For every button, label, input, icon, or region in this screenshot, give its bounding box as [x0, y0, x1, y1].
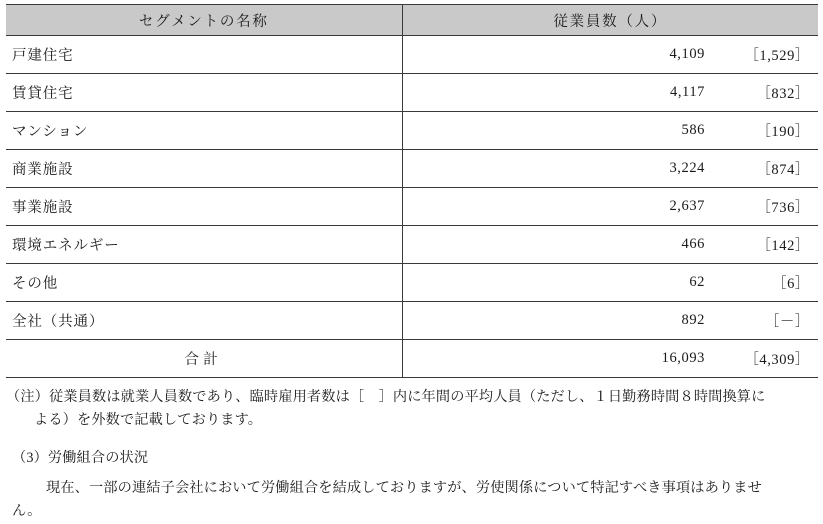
- section-body-line-1: 現在、一部の連結子会社において労働組合を結成しておりますが、労使関係について特記すべき事項はありませ: [46, 479, 762, 496]
- temporary-count-value: ［－］: [764, 314, 810, 330]
- table-row: [6, 74, 818, 112]
- section-heading: （3）労働組合の状況: [12, 450, 149, 467]
- cell-segment-name: 全社（共通）: [6, 302, 402, 340]
- table-header: [6, 5, 818, 36]
- footnote-line-2: よる）を外数で記載しております。: [34, 411, 263, 428]
- cell-employee-count: [402, 74, 818, 112]
- temporary-count-value: ［142］: [756, 238, 810, 254]
- table-row: [6, 188, 818, 226]
- total-employee-count-value: 16,093: [661, 350, 705, 366]
- cell-segment-name: 商業施設: [6, 150, 402, 188]
- table-row: [6, 264, 818, 302]
- footnote-line-1: （注）従業員数は就業人員数であり、臨時雇用者数は［ ］内に年間の平均人員（ただし、１日勤務時間８時間換算に: [6, 389, 766, 405]
- table-total-row: [6, 340, 818, 378]
- column-header-employees: 従業員数（人）: [402, 5, 818, 36]
- cell-employee-count: [402, 302, 818, 340]
- employee-count-value: 3,224: [669, 160, 705, 176]
- cell-employee-count: [402, 226, 818, 264]
- table-row: [6, 226, 818, 264]
- employee-count-table: [6, 4, 818, 378]
- cell-segment-name: 賃貸住宅: [6, 74, 402, 112]
- cell-employee-count: [402, 36, 818, 74]
- cell-total-label: 合計: [6, 340, 402, 378]
- table-footnote: [6, 386, 815, 431]
- table-body: [6, 36, 818, 378]
- employee-count-value: 4,117: [670, 84, 705, 100]
- section-body-line-2: ん。: [12, 503, 42, 520]
- temporary-count-value: ［874］: [756, 162, 810, 178]
- temporary-count-value: ［832］: [756, 86, 810, 102]
- cell-segment-name: 戸建住宅: [6, 36, 402, 74]
- cell-employee-count: [402, 150, 818, 188]
- temporary-count-value: ［6］: [772, 276, 810, 292]
- employee-count-value: 586: [681, 122, 705, 138]
- employee-count-value: 466: [681, 236, 705, 252]
- employee-count-value: 62: [689, 274, 705, 290]
- cell-segment-name: 環境エネルギー: [6, 226, 402, 264]
- table-row: [6, 302, 818, 340]
- column-header-segment: セグメントの名称: [6, 5, 402, 36]
- table-row: [6, 36, 818, 74]
- cell-employee-count: [402, 188, 818, 226]
- cell-employee-count: [402, 264, 818, 302]
- cell-segment-name: マンション: [6, 112, 402, 150]
- table-header-row: [6, 5, 818, 36]
- employee-count-value: 4,109: [669, 46, 705, 62]
- cell-segment-name: その他: [6, 264, 402, 302]
- document-page: [0, 4, 823, 520]
- cell-segment-name: 事業施設: [6, 188, 402, 226]
- cell-total-count: [402, 340, 818, 378]
- total-temporary-count-value: ［4,309］: [744, 352, 810, 368]
- cell-employee-count: [402, 112, 818, 150]
- employee-count-value: 892: [681, 312, 705, 328]
- temporary-count-value: ［736］: [756, 200, 810, 216]
- table-row: [6, 150, 818, 188]
- employee-count-value: 2,637: [669, 198, 705, 214]
- labor-union-section: [6, 447, 815, 523]
- temporary-count-value: ［190］: [756, 124, 810, 140]
- temporary-count-value: ［1,529］: [744, 48, 810, 64]
- table-row: [6, 112, 818, 150]
